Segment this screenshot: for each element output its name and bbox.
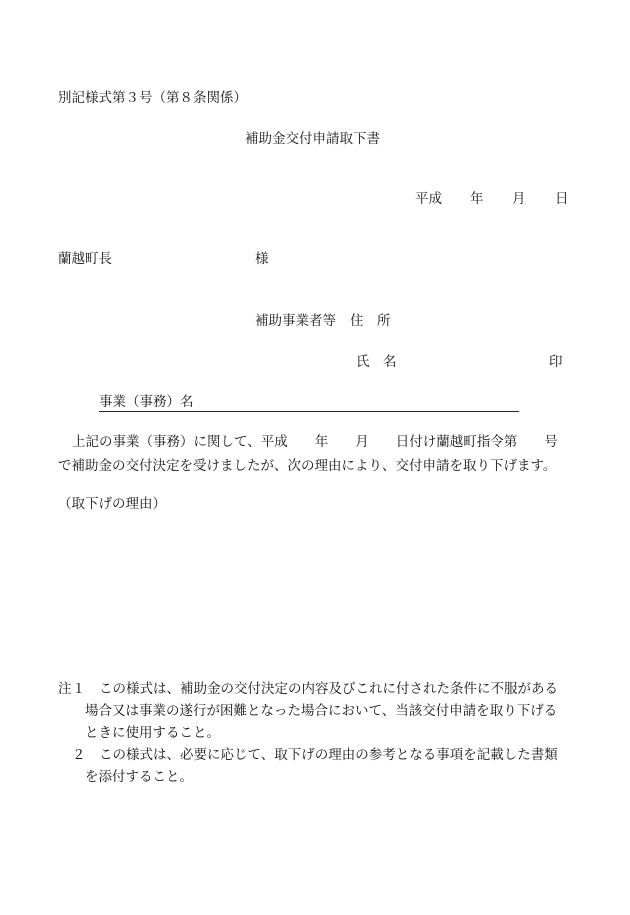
note-1-line-1: この様式は、補助金の交付決定の内容及びこれに付された条件に不服がある — [99, 681, 558, 697]
note-1-number: １ — [72, 681, 86, 697]
applicant-label: 補助事業者等 — [255, 313, 336, 329]
notes-prefix: 注 — [58, 681, 72, 697]
name-label: 氏 名 — [356, 354, 397, 370]
date-month-label: 月 — [512, 191, 526, 207]
project-name-label: 事業（事務）名 — [99, 394, 194, 410]
note-2-number: ２ — [72, 747, 86, 763]
address-label: 住 所 — [350, 313, 391, 329]
document-title: 補助金交付申請取下書 — [245, 131, 380, 147]
note-1-line-3: ときに使用すること。 — [85, 725, 220, 741]
note-2-line-1: この様式は、必要に応じて、取下げの理由の参考となる事項を記載した書類 — [99, 747, 558, 763]
seal-mark: 印 — [549, 354, 563, 370]
note-2-line-2: を添付すること。 — [85, 769, 193, 785]
addressee-name: 蘭越町長 — [58, 251, 112, 267]
note-1-line-2: 場合又は事業の遂行が困難となった場合において、当該交付申請を取り下げる — [85, 703, 558, 719]
project-name-underline — [99, 411, 519, 412]
body-line-1: 上記の事業（事務）に関して、平成 年 月 日付け蘭越町指令第 号 — [72, 434, 558, 450]
addressee-honorific: 様 — [255, 251, 269, 267]
date-day-label: 日 — [555, 191, 569, 207]
date-era: 平成 — [415, 191, 442, 207]
reason-label: （取下げの理由） — [58, 496, 166, 512]
body-line-2: で補助金の交付決定を受けましたが、次の理由により、交付申請を取り下げます。 — [58, 458, 557, 474]
form-label: 別記様式第３号（第８条関係） — [58, 90, 247, 106]
date-year-label: 年 — [470, 191, 484, 207]
